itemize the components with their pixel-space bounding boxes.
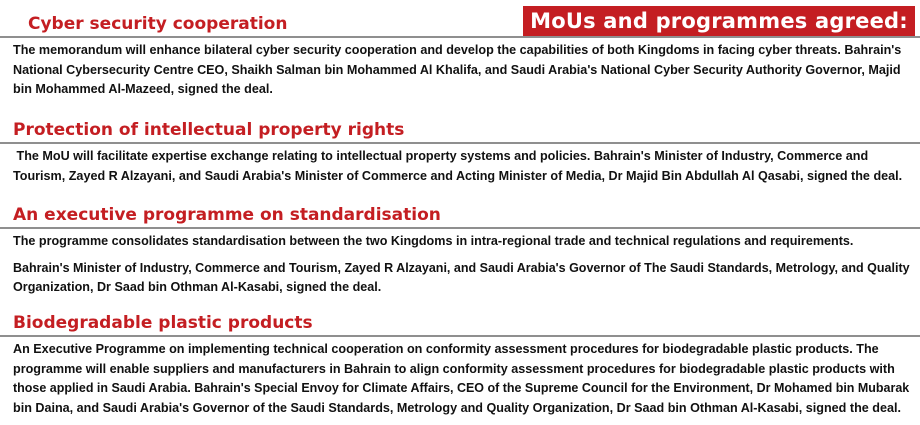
divider [0,36,920,38]
paragraph-line: The MoU will facilitate expertise exchange relating to intellectual property systems and policies. Bahrain's Minister of Industry, Commerce and [13,149,869,163]
section-intellectual-property [0,120,920,186]
paragraph-line: Tourism, Zayed R Alzayani, and Saudi Arabia's Minister of Commerce and Acting Minister of Media, Dr Majid Bin Abdullah Al Qasabi, signed the deal. [13,168,903,183]
paragraph-line: bin Mohammed Al-Mazeed, signed the deal. [13,82,273,97]
paragraph-line: The memorandum will enhance bilateral cyber security cooperation and develop the capabilities of both Kingdoms in facing cyber threats. Bahrain's [13,43,902,57]
section-standardisation [0,205,920,298]
paragraph-line: The programme consolidates standardisation between the two Kingdoms in intra-regional trade and technical regulations and requirements. [13,234,854,248]
paragraph-line: those applied in Saudi Arabia. Bahrain's Special Envoy for Climate Affairs, CEO of the Supreme Council for the Environment, Dr Mohamed bin Mubarak [13,381,910,396]
divider [0,335,920,337]
paragraph-line: Bahrain's Minister of Industry, Commerce and Tourism, Zayed R Alzayani, and Saudi Arabia's Governor of The Saudi Standards, Metrology, and Quality [13,260,910,275]
paragraph-line: programme will enable suppliers and manufacturers in Bahrain to align conformity assessment procedures for biodegradable plastic products with [13,361,895,376]
paragraph-line: An Executive Programme on implementing technical cooperation on conformity assessment procedures for biodegradable plastic products. The [13,342,879,356]
section-paragraph [0,41,920,100]
paragraph-line: National Cybersecurity Centre CEO, Shaikh Salman bin Mohammed Al Khalifa, and Saudi Arabia's National Cyber Security Authority Governor, Majid [13,62,901,77]
paragraph-line: bin Daina, and Saudi Arabia's Governor of the Saudi Standards, Metrology and Quality Organization, Dr Saad bin Othman Al-Kasabi, signed the deal. [13,400,901,415]
section-paragraph [0,147,920,186]
section-paragraph [0,340,920,418]
section-biodegradable-plastics [0,313,920,418]
divider [0,227,920,229]
section-cyber-security [0,14,920,100]
section-heading: Protection of intellectual property rights [13,120,405,140]
section-heading: Cyber security cooperation [28,14,288,34]
section-heading: Biodegradable plastic products [13,313,313,333]
section-paragraph [0,232,920,252]
banner-title: MoUs and programmes agreed: [523,6,915,37]
divider [0,142,920,144]
section-heading: An executive programme on standardisation [13,205,441,225]
section-paragraph [0,259,920,298]
paragraph-line: Organization, Dr Saad bin Othman Al-Kasabi, signed the deal. [13,280,382,295]
